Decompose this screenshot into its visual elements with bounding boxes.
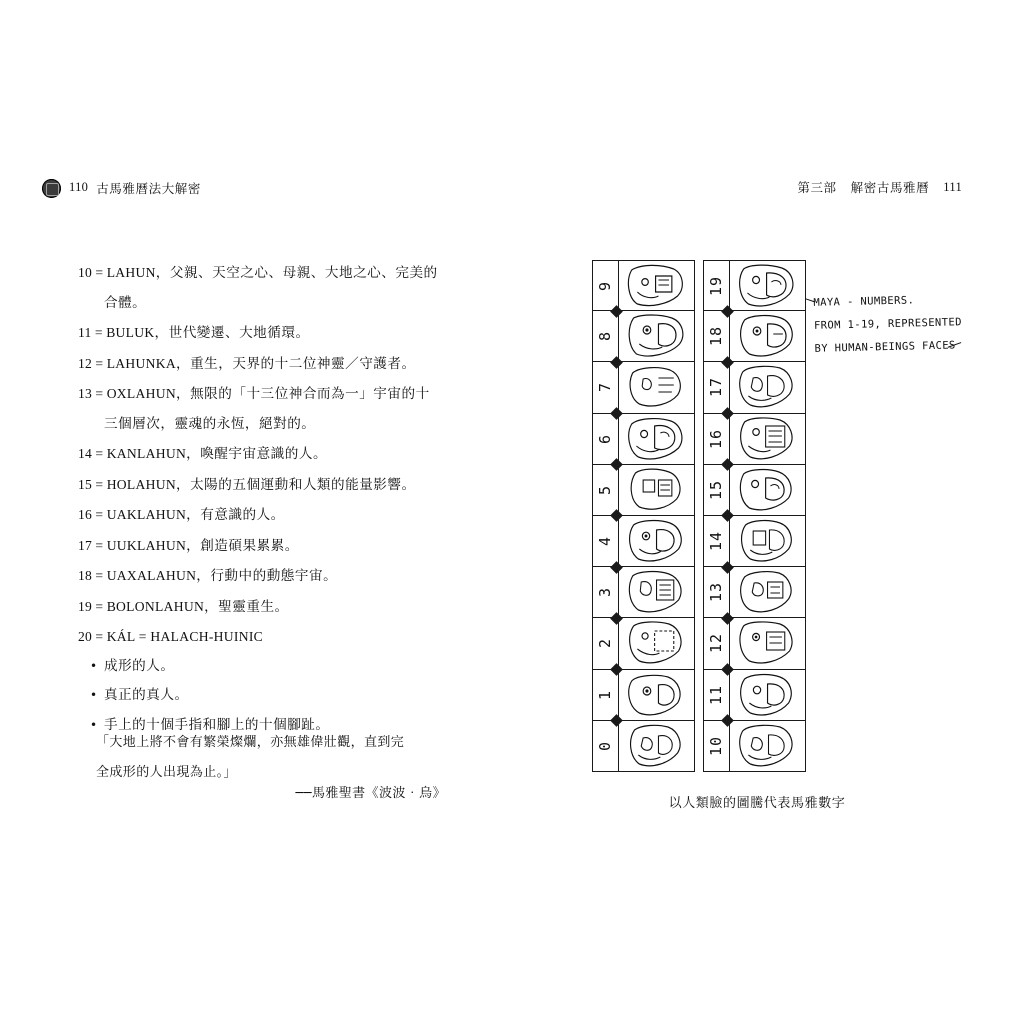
entry-number: 19 xyxy=(78,598,92,614)
table-row xyxy=(592,567,695,618)
cell-divider xyxy=(618,311,619,361)
figure-caption: 以人類臉的圖騰代表馬雅數字 xyxy=(668,796,846,811)
cell-divider xyxy=(729,516,730,566)
figure-maya-number-glyphs xyxy=(592,252,962,812)
bullet-list xyxy=(78,652,470,741)
table-row xyxy=(592,721,695,772)
maya-face-glyph-icon xyxy=(624,621,691,665)
maya-face-glyph-icon xyxy=(624,314,691,358)
entry-text: ，喚醒宇宙意識的人。 xyxy=(186,446,328,462)
handwritten-annotation xyxy=(813,288,965,361)
glyph-number: 16 xyxy=(707,428,725,449)
table-row xyxy=(592,260,695,311)
quote-attribution: ──馬雅聖書《波波‧烏》 xyxy=(295,786,446,801)
part-label-right: 第三部 xyxy=(797,180,837,195)
cell-divider xyxy=(729,721,730,771)
cell-divider xyxy=(729,414,730,464)
quote-line-1: 「大地上將不會有繁榮燦爛，亦無雄偉壯觀，直到完 xyxy=(96,735,405,750)
entry-name: HOLAHUN xyxy=(106,476,176,492)
glyph-number: 4 xyxy=(596,536,614,547)
cell-divider xyxy=(729,261,730,310)
entry-name: UAXALAHUN xyxy=(106,568,197,583)
table-row xyxy=(592,311,695,362)
table-row xyxy=(592,670,695,721)
entry-number: 11 xyxy=(78,325,92,340)
cell-divider xyxy=(729,670,730,720)
entry-name: LAHUN xyxy=(106,265,156,280)
glyph-column-left xyxy=(592,260,695,772)
entry-text: ，世代變遷、大地循環。 xyxy=(154,325,310,341)
entry-text: ，聖靈重生。 xyxy=(204,598,289,615)
entry-number: 10 xyxy=(78,265,92,280)
table-row xyxy=(703,721,806,772)
list-item xyxy=(78,349,470,380)
table-row xyxy=(703,516,806,567)
figure-grid xyxy=(592,260,806,772)
glyph-number: 14 xyxy=(707,531,725,552)
cell-divider xyxy=(618,618,619,668)
annotation-line-2: FROM 1-19, REPRESENTED xyxy=(813,316,962,332)
entry-name: KANLAHUN xyxy=(106,446,187,461)
entry-number: 14 xyxy=(78,446,92,461)
entry-equals: = xyxy=(95,446,104,461)
maya-face-glyph-icon xyxy=(735,365,802,409)
list-item xyxy=(78,470,470,501)
glyph-number: 8 xyxy=(596,331,614,342)
maya-face-glyph-icon xyxy=(735,621,802,665)
book-title-left: 古馬雅曆法大解密 xyxy=(96,180,201,196)
glyph-number: 13 xyxy=(707,582,725,603)
entry-text: ，太陽的五個運動和人類的能量影響。 xyxy=(176,476,416,493)
list-item: • 手上的十個手指和腳上的十個腳趾。 xyxy=(78,711,470,741)
glyph-number: 15 xyxy=(707,479,725,500)
table-row xyxy=(592,465,695,516)
entry-text: ，父親、天空之心、母親、大地之心、完美的 xyxy=(155,265,438,281)
body-text-column xyxy=(78,258,470,740)
table-row xyxy=(703,311,806,362)
maya-face-glyph-icon xyxy=(735,519,802,563)
maya-face-glyph-icon xyxy=(624,365,691,409)
glyph-number: 3 xyxy=(596,587,614,598)
running-head-right xyxy=(797,178,962,196)
cell-divider xyxy=(618,261,619,310)
table-row xyxy=(592,362,695,413)
maya-face-glyph-icon xyxy=(624,673,691,717)
entry-equals: = xyxy=(94,325,103,340)
entry-equals: = xyxy=(95,355,104,371)
entry-equals: = xyxy=(95,537,104,553)
maya-face-glyph-icon xyxy=(624,724,691,768)
entry-continuation: 合體。 xyxy=(104,294,147,311)
entry-text: ，創造碩果累累。 xyxy=(186,537,299,554)
entry-number: 18 xyxy=(78,568,92,583)
maya-face-glyph-icon xyxy=(735,417,802,461)
table-row xyxy=(592,618,695,669)
maya-face-glyph-icon xyxy=(624,570,691,614)
table-row xyxy=(592,516,695,567)
glyph-number: 2 xyxy=(596,638,614,649)
table-row xyxy=(703,567,806,618)
glyph-number: 19 xyxy=(707,275,725,296)
maya-face-glyph-icon xyxy=(624,468,691,512)
section-title-right: 解密古馬雅曆 xyxy=(850,180,930,195)
glyph-number: 6 xyxy=(596,433,614,444)
page-number-left: 110 xyxy=(69,180,89,194)
entry-text: ，有意識的人。 xyxy=(186,507,285,523)
table-row xyxy=(592,414,695,465)
quote-line-2: 全成形的人出現為止。」 xyxy=(96,765,237,780)
pull-quote xyxy=(96,728,446,788)
entry-name: UAKLAHUN xyxy=(106,507,187,522)
entry-equals: = xyxy=(95,568,104,583)
cell-divider xyxy=(618,567,619,617)
entry-name: KÁL = HALACH-HUINIC xyxy=(106,629,264,644)
cell-divider xyxy=(618,721,619,771)
glyph-number: 0 xyxy=(596,740,614,751)
list-item xyxy=(78,379,470,439)
entry-name: LAHUNKA xyxy=(106,355,176,371)
annotation-line-1: MAYA - NUMBERS. xyxy=(813,294,915,309)
cell-divider xyxy=(618,414,619,464)
maya-face-glyph-icon xyxy=(735,673,802,717)
glyph-number: 9 xyxy=(596,280,614,291)
maya-face-glyph-icon xyxy=(624,264,691,308)
entry-continuation: 三個層次，靈魂的永恆，絕對的。 xyxy=(104,415,316,432)
entry-equals: = xyxy=(95,629,104,644)
cell-divider xyxy=(729,465,730,515)
glyph-number: 18 xyxy=(707,326,725,347)
list-item xyxy=(78,258,470,318)
maya-face-glyph-icon xyxy=(735,570,802,614)
maya-face-glyph-icon xyxy=(624,519,691,563)
list-item: • 真正的真人。 xyxy=(78,681,470,711)
list-item xyxy=(78,500,470,531)
entry-equals: = xyxy=(95,265,104,280)
list-item: • 成形的人。 xyxy=(78,652,470,682)
cell-divider xyxy=(618,516,619,566)
entry-text: ，重生，天界的十二位神靈／守護者。 xyxy=(176,355,416,372)
list-item xyxy=(78,318,470,349)
annotation-line-3: BY HUMAN-BEINGS FACES xyxy=(814,339,956,355)
table-row xyxy=(703,465,806,516)
entry-number: 20 xyxy=(78,629,92,644)
maya-face-glyph-icon xyxy=(735,314,802,358)
maya-face-glyph-icon xyxy=(735,264,802,308)
list-item xyxy=(78,439,470,470)
cell-divider xyxy=(729,362,730,412)
table-row xyxy=(703,414,806,465)
entry-equals: = xyxy=(95,507,104,522)
entry-equals: = xyxy=(95,598,104,614)
glyph-column-right xyxy=(703,260,806,772)
cell-divider xyxy=(729,567,730,617)
cell-divider xyxy=(618,465,619,515)
cell-divider xyxy=(618,362,619,412)
entry-number: 13 xyxy=(78,386,92,401)
entry-number: 12 xyxy=(78,355,92,371)
table-row xyxy=(703,260,806,311)
list-item xyxy=(78,561,470,592)
entry-equals: = xyxy=(95,386,104,401)
glyph-number: 1 xyxy=(596,689,614,700)
entry-name: BULUK xyxy=(106,325,155,340)
entry-text: ，無限的「十三位神合而為一」宇宙的十 xyxy=(176,386,430,402)
list-item xyxy=(78,531,470,562)
running-head xyxy=(0,178,1024,202)
list-item xyxy=(78,592,470,623)
cell-divider xyxy=(729,618,730,668)
glyph-number: 7 xyxy=(596,382,614,393)
list-item xyxy=(78,622,470,652)
glyph-number: 12 xyxy=(707,633,725,654)
table-row xyxy=(703,362,806,413)
glyph-number: 10 xyxy=(707,735,725,756)
glyph-number: 5 xyxy=(596,484,614,495)
maya-face-glyph-icon xyxy=(735,468,802,512)
table-row xyxy=(703,670,806,721)
entry-text: ，行動中的動態宇宙。 xyxy=(196,568,338,584)
cell-divider xyxy=(618,670,619,720)
glyph-number: 17 xyxy=(707,377,725,398)
entry-number: 17 xyxy=(78,537,92,553)
maya-glyph-icon xyxy=(42,179,61,198)
cell-divider xyxy=(729,311,730,361)
glyph-number: 11 xyxy=(707,684,725,705)
maya-face-glyph-icon xyxy=(735,724,802,768)
maya-face-glyph-icon xyxy=(624,417,691,461)
glyph-table xyxy=(592,260,806,772)
entry-name: BOLONLAHUN xyxy=(106,598,205,614)
entry-equals: = xyxy=(95,476,104,492)
table-row xyxy=(703,618,806,669)
running-head-left xyxy=(42,178,201,197)
entry-number: 16 xyxy=(78,507,92,522)
entry-name: OXLAHUN xyxy=(106,386,176,401)
entry-number: 15 xyxy=(78,476,92,492)
entry-name: UUKLAHUN xyxy=(106,537,187,553)
page-number-right: 111 xyxy=(943,179,962,194)
